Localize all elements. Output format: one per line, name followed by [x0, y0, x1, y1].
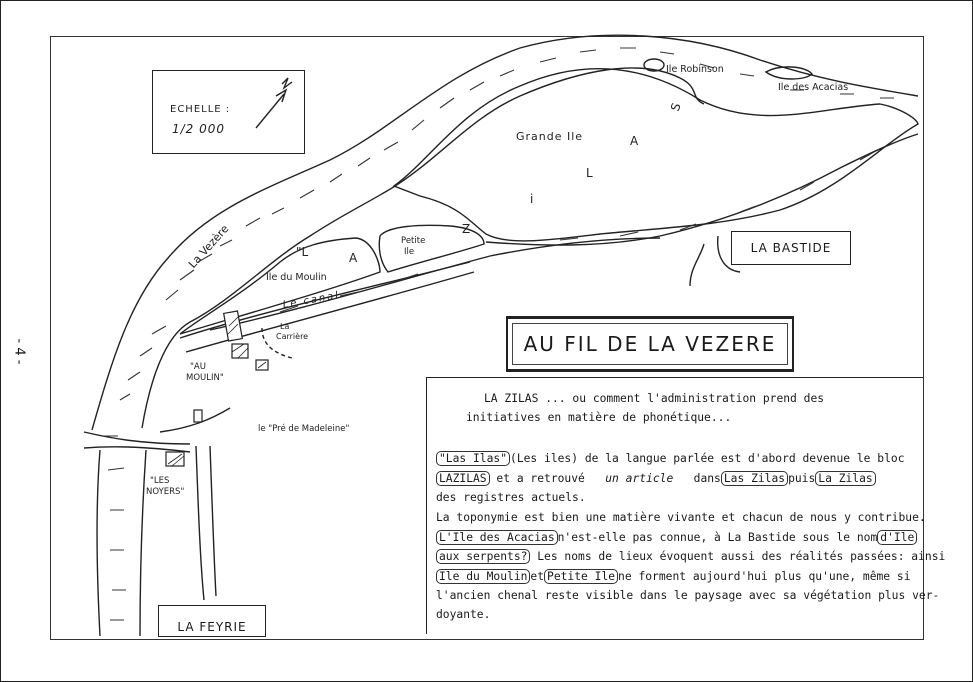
label-au-moulin-1: "AU	[190, 362, 206, 372]
label-petite-ile-2: Ile	[404, 247, 415, 257]
zilas-letter: A	[349, 251, 358, 265]
title-box	[506, 316, 794, 372]
label-la-carriere-1: La	[280, 322, 290, 331]
page-number: - 4 -	[11, 338, 27, 365]
p2-line-5: l'ancien chenal reste visible dans le paysage avec sa végétation plus ver-	[436, 589, 940, 602]
label-les-noyers-2: NOYERS"	[146, 487, 185, 497]
road-feyrie-2	[210, 446, 216, 596]
label-pre-de-madeleine: le "Pré de Madeleine"	[258, 424, 350, 434]
boxed-term: La Zilas	[815, 471, 875, 486]
label-ile-des-acacias: Ile des Acacias	[778, 82, 849, 93]
road-feyrie-1	[196, 446, 204, 600]
la-bastide-box: LA BASTIDE	[731, 231, 851, 265]
zilas-letter: A	[630, 134, 639, 148]
building-moulin-1	[224, 311, 243, 341]
boxed-term: d'Ile	[877, 530, 917, 545]
p2-line-6: doyante.	[436, 608, 491, 621]
label-ile-du-moulin: Ile du Moulin	[266, 272, 327, 283]
boxed-term: Petite Ile	[544, 569, 618, 584]
text-span: ne forment aujourd'hui plus qu'une, même si	[618, 570, 911, 583]
label-le-canal: Le canal	[282, 289, 341, 311]
p1-line-3: des registres actuels.	[436, 491, 586, 504]
boxed-term: LAZILAS	[436, 471, 490, 486]
boxed-term: Las Zilas	[721, 471, 788, 486]
text-span: puis	[788, 472, 816, 485]
intro-line-1: LA ZILAS ... ou comment l'administration prend des	[484, 392, 825, 405]
label-ile-robinson: Ile Robinson	[666, 64, 724, 75]
bridge	[84, 432, 190, 444]
text-span: (Les iles) de la langue parlée est d'abord devenue le bloc	[510, 452, 905, 465]
right-channel-bank	[486, 134, 918, 245]
zilas-letter: Z	[462, 222, 471, 236]
boxed-term: aux serpents?	[436, 549, 530, 564]
label-au-moulin-2: MOULIN"	[186, 373, 224, 383]
zilas-letter: S	[667, 101, 684, 113]
p2-line-1: La toponymie est bien une matière vivante et chacun de nous y contribue.	[436, 511, 926, 524]
p1-line-1	[436, 452, 905, 465]
page-title: AU FIL DE LA VEZERE	[512, 323, 788, 365]
label-les-noyers-1: "LES	[150, 476, 170, 486]
text-span: et	[530, 570, 545, 583]
label-la-carriere-2: Carrière	[276, 332, 309, 341]
text-span: Les noms de lieux évoquent aussi des réalités passées: ainsi	[530, 550, 946, 563]
boxed-term: "Las Ilas"	[436, 451, 510, 466]
label-grande-ile: Grande Ile	[516, 130, 584, 143]
label-petite-ile-1: Petite	[401, 236, 426, 246]
p2-line-4	[436, 570, 911, 583]
scale-value: 1/2 000	[172, 122, 226, 136]
building-pre	[194, 410, 202, 422]
lower-river-right	[140, 450, 146, 636]
lower-river-left	[97, 450, 100, 636]
zilas-letter: i	[530, 192, 534, 206]
intro-line-2: initiatives en matière de phonétique...	[466, 411, 732, 424]
zilas-letter: L	[586, 166, 593, 180]
text-span: dans	[673, 472, 721, 485]
text-span: un article	[605, 472, 674, 485]
boxed-term: L'Ile des Acacias	[436, 530, 558, 545]
zilas-letter: "L	[296, 245, 309, 259]
p2-line-2	[436, 531, 917, 544]
p2-line-3	[436, 550, 945, 563]
p1-line-2	[436, 472, 876, 485]
road-bastide-2	[690, 244, 704, 286]
label-la-vezere: La Vezère	[186, 222, 232, 271]
la-feyrie-box: LA FEYRIE	[158, 605, 266, 637]
text-span: et a retrouvé	[489, 472, 606, 485]
grande-ile-outline	[394, 69, 918, 241]
boxed-term: Ile du Moulin	[436, 569, 530, 584]
text-span: n'est-elle pas connue, à La Bastide sous le nom	[557, 531, 878, 544]
scale-label: ECHELLE :	[170, 104, 231, 115]
